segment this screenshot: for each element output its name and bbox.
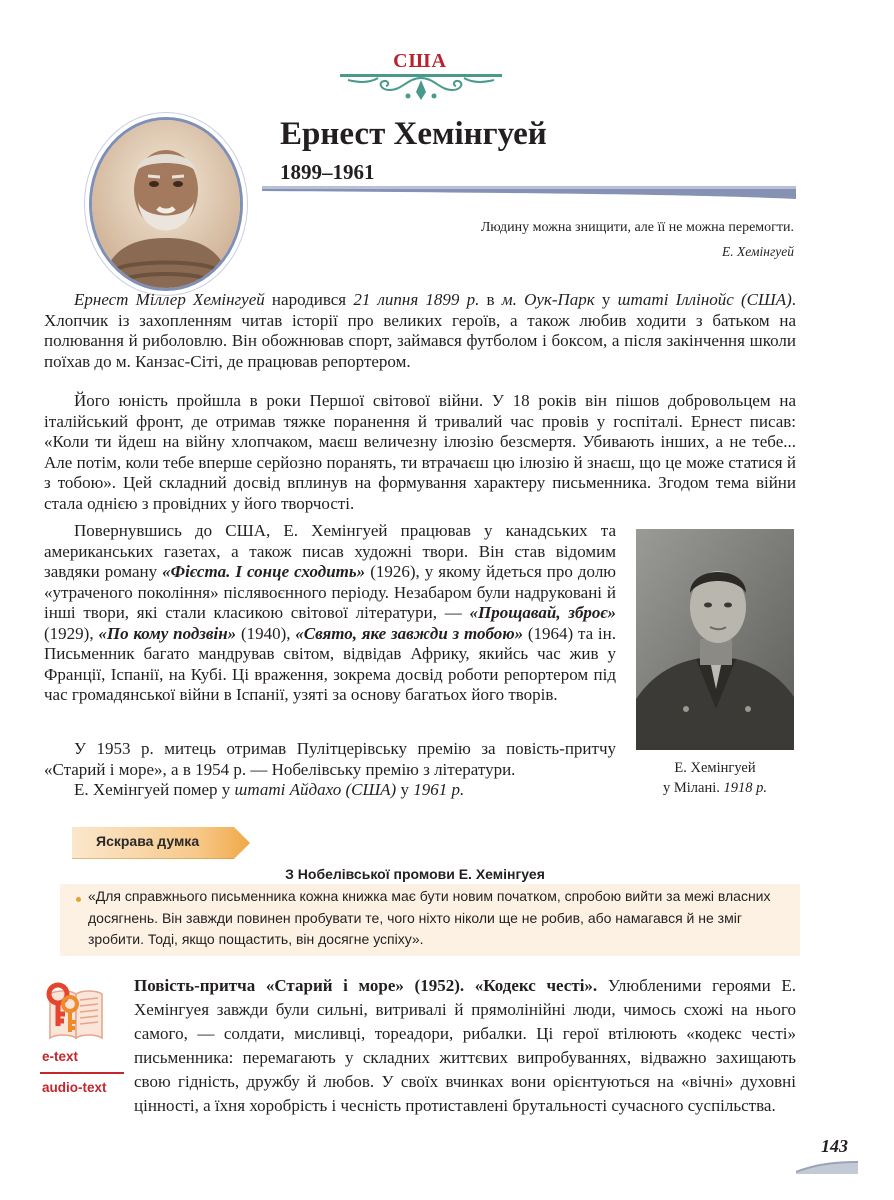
paragraph-biography-1 bbox=[44, 290, 796, 372]
section-heading: Повість-притча «Старий і море» (1952). «Кодекс честі». bbox=[134, 976, 598, 995]
keys-book-icon[interactable] bbox=[40, 976, 112, 1046]
text-span: Е. Хемінгуей помер у bbox=[74, 780, 235, 799]
title-rule bbox=[262, 186, 796, 202]
text-span: штаті Айдахо (США) bbox=[234, 780, 397, 799]
text-span: м. Оук-Парк bbox=[501, 290, 595, 309]
epigraph-text: Людину можна знищити, але її не можна перемогти. bbox=[480, 220, 794, 235]
text-span: 1961 р. bbox=[413, 780, 465, 799]
quote-text: «Для справжнього письменника кожна книжка має бути новим початком, спробою вийти за межі власних досягнень. Він завжди повинен пробувати те, чого ніхто ніколи ще не робив, або намагався й не зміг зробити. Тоді, якщо пощастить, він досягне успіху». bbox=[88, 888, 771, 947]
work-title: «По кому подзвін» bbox=[98, 623, 237, 643]
author-portrait bbox=[92, 120, 240, 288]
text-span: Повернувшись до США, Е. Хемінгуей працював у канадських та американських газетах, а також писав художні твори. Він став відомим завдяки роману bbox=[44, 521, 616, 581]
divider bbox=[40, 1072, 124, 1074]
text-span: (1929), bbox=[44, 623, 99, 643]
paragraph-biography-5 bbox=[44, 780, 616, 801]
text-span: 21 липня 1899 р. bbox=[353, 290, 480, 309]
paragraph-biography-4: У 1953 р. митець отримав Пулітцерівську премію за повість-притчу «Старий і море», а в 1954 р. — Нобелівську премію з літератури. bbox=[44, 739, 616, 779]
etext-link[interactable]: e-text bbox=[42, 1049, 79, 1064]
paragraph-biography-2: Його юність пройшла в роки Першої світової війни. У 18 років він пішов добровольцем на італійський фронт, де отримав тяжке поранення й тривалий час провів у госпіталі. Ернест писав: «Коли ти йдеш на війну хлопчаком, маєш величезну ілюзію безсмертя. Убивають інших, а не тебе... Але потім, коли тебе вперше серйозно поранять, ти втрачаєш цю ілюзію й знаєш, що це може статися й з тобою». Цей складний досвід вплинув на формування характеру письменника. Згодом тема війни стала однією з провідних у його творчості. bbox=[44, 391, 796, 513]
page-tab-icon bbox=[796, 1158, 858, 1174]
epigraph-author: Е. Хемінгуей bbox=[722, 244, 794, 259]
text-span: в bbox=[479, 290, 502, 309]
work-title: «Свято, яке завжди з тобою» bbox=[295, 623, 524, 643]
photo-caption-line1: Е. Хемінгуей bbox=[674, 760, 756, 776]
milan-photo-image bbox=[636, 529, 794, 750]
audio-text-link[interactable]: audio-text bbox=[42, 1080, 107, 1095]
country-label: США bbox=[393, 50, 447, 72]
text-span: у bbox=[594, 290, 618, 309]
photo-caption-line2 bbox=[620, 778, 810, 798]
author-name: Ернест Хемінгуей bbox=[280, 116, 547, 152]
text-span: Ернест Міллер Хемінгуей bbox=[74, 290, 265, 309]
paragraph-old-man-and-sea bbox=[134, 974, 796, 1118]
work-title: «Фієста. І сонце сходить» bbox=[162, 562, 366, 581]
highlight-label: Яскрава думка bbox=[96, 833, 200, 849]
author-years: 1899–1961 bbox=[280, 160, 375, 184]
author-portrait-image bbox=[92, 120, 240, 288]
ornament-icon bbox=[338, 70, 504, 104]
paragraph-biography-3 bbox=[44, 521, 616, 706]
text-span: народився bbox=[264, 290, 354, 309]
text-span: . Хлопчик із захопленням читав історії про великих героїв, а також любив ходити з батьком на полювання й риболовлю. Він обожнював спорт, займався футболом і боксом, а після закінчення школи поїхав до м. Канзас-Сіті, де працював репортером. bbox=[44, 290, 797, 371]
speech-heading: З Нобелівської промови Е. Хемінгуея bbox=[285, 866, 545, 882]
text-span: (1964) та ін. Письменник багато мандрував світом, відвідав Африку, якийсь час жив у Франції, Іспанії, на Кубі. Ці враження, зокрема досвід роботи репортером під час громадянської війни в Іспанії, узяті за основу багатьох його творів. bbox=[44, 623, 616, 704]
text-span: Улюбленими героями Е. Хемінгуея завжди були сильні, витривалі й прямолінійні люди, чимось схожі на нього самого, — солдати, мисливці, тореадори, рибалки. Ці герої втілюють «кодекс честі» письменника: перемагають у складних життєвих випробуваннях, відважно захищають свою гідність, дружбу й любов. У своїх вчинках вони орієнтуються на «вічні» духовні цінності, а їхня хоробрість і чесність протиставлені брутальності сучасного суспільства. bbox=[134, 976, 796, 1115]
bullet-icon bbox=[76, 897, 81, 902]
page-number: 143 bbox=[821, 1136, 848, 1156]
text-span: у Мілані. bbox=[662, 780, 724, 796]
milan-photo bbox=[636, 529, 794, 750]
text-span: (1940), bbox=[236, 623, 296, 643]
text-span: (1926), у якому йдеться про долю «утраченого покоління» післявоєнного періоду. Незабаром були надруковані й інші твори, які стали класикою світової літератури, — bbox=[44, 562, 616, 622]
text-span: штаті Іллінойс (США) bbox=[617, 290, 792, 309]
work-title: «Прощавай, зброє» bbox=[469, 603, 616, 622]
photo-caption-year: 1918 р. bbox=[723, 780, 767, 796]
text-span: у bbox=[396, 780, 414, 799]
photo-caption bbox=[620, 758, 810, 798]
